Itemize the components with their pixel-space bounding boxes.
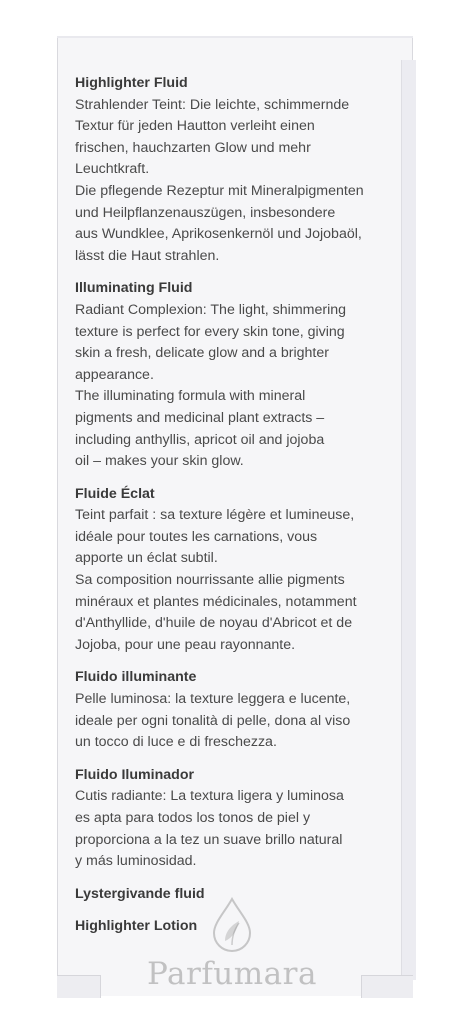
section-text-line: d'Anthyllide, d'huile de noyau d'Abricot et de [75, 615, 353, 632]
section-text-line: Sa composition nourrissante allie pigments [75, 572, 345, 589]
section-text-line: aus Wundklee, Aprikosenkernöl und Jojobaöl, [75, 226, 362, 243]
section-heading: Fluide Éclat [75, 485, 155, 502]
section-text-line: Die pflegende Rezeptur mit Mineralpigmenten [75, 182, 364, 199]
section-text-line: Textur für jeden Hautton verleiht einen [75, 118, 315, 135]
text-section [75, 278, 400, 472]
section-text-line: idéale pour toutes les carnations, vous [75, 528, 318, 545]
section-text-line: y más luminosidad. [75, 853, 197, 870]
section-text-line: lässt die Haut strahlen. [75, 247, 220, 264]
section-text-line: apporte un éclat subtil. [75, 550, 218, 567]
section-text-line: pigments and medicinal plant extracts – [75, 409, 325, 426]
section-text-line: ideale per ogni tonalità di pelle, dona al viso [75, 712, 351, 729]
section-heading: Lystergivande fluid [75, 885, 205, 902]
section-text-line: un tocco di luce e di freschezza. [75, 734, 277, 751]
section-text-line: minéraux et plantes médicinales, notamment [75, 593, 357, 610]
description-text-block [75, 73, 400, 949]
section-text-line: including anthyllis, apricot oil and jojoba [75, 431, 325, 448]
section-text-line: Cutis radiante: La textura ligera y luminosa [75, 788, 344, 805]
section-text-line: appearance. [75, 366, 154, 383]
section-text-line: Teint parfait : sa texture légère et lumineuse, [75, 507, 355, 524]
section-text-line: es apta para todos los tonos de piel y [75, 810, 311, 826]
section-text-line: frischen, hauchzarten Glow und mehr [75, 139, 311, 156]
text-section [75, 484, 400, 657]
section-text-line: Strahlender Teint: Die leichte, schimmernde [75, 96, 350, 113]
watermark [0, 897, 464, 992]
section-heading: Fluido illuminante [75, 669, 197, 686]
section-heading: Highlighter Fluid [75, 75, 188, 91]
section-heading: Highlighter Lotion [75, 918, 198, 935]
text-section [75, 765, 400, 873]
section-text-line: skin a fresh, delicate glow and a brighter [75, 345, 329, 362]
section-text-line: oil – makes your skin glow. [75, 453, 244, 470]
section-text-line: proporciona a la tez un suave brillo natural [75, 831, 343, 848]
section-heading: Fluido Iluminador [75, 766, 195, 783]
leaf-drop-icon [210, 897, 254, 953]
box-side-flap [401, 60, 416, 980]
section-text-line: und Heilpflanzenauszügen, insbesondere [75, 204, 336, 221]
text-section [75, 73, 400, 267]
text-section [75, 667, 400, 753]
section-text-line: Jojoba, pour une peau rayonnante. [75, 636, 296, 653]
section-text-line: texture is perfect for every skin tone, giving [75, 323, 345, 340]
watermark-text: Parfumara [147, 956, 317, 992]
section-heading: Illuminating Fluid [75, 280, 193, 297]
section-text-line: Pelle luminosa: la texture leggera e lucente, [75, 691, 351, 708]
section-text-line: Radiant Complexion: The light, shimmering [75, 301, 347, 318]
section-text-line: The illuminating formula with mineral [75, 388, 306, 405]
section-text-line: Leuchtkraft. [75, 161, 150, 178]
